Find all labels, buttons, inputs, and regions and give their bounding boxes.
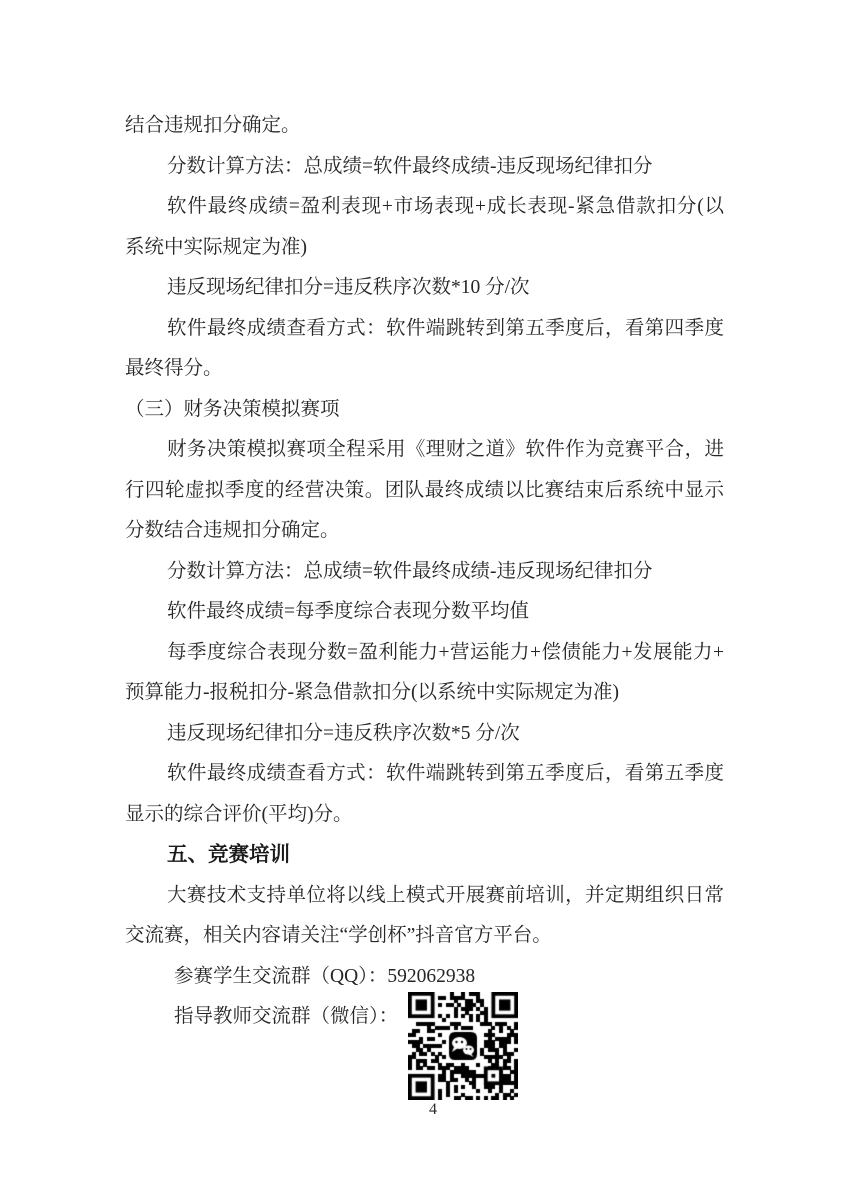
text-line: 软件最终成绩查看方式：软件端跳转到第五季度后，看第四季度 [167, 317, 724, 339]
page-number: 4 [429, 1101, 437, 1118]
text-line: 预算能力-报税扣分-紧急借款扣分(以系统中实际规定为准) [125, 682, 619, 703]
text-line: 交流赛，相关内容请关注“学创杯”抖音官方平台。 [125, 925, 552, 946]
text-line: 软件最终成绩=每季度综合表现分数平均值 [167, 601, 529, 622]
text-line: 结合违规扣分确定。 [125, 115, 301, 136]
text-line: （三）财务决策模拟赛项 [125, 398, 340, 420]
text-line: 软件最终成绩查看方式：软件端跳转到第五季度后，看第五季度 [167, 763, 724, 784]
text-line: 参赛学生交流群（QQ）：592062938 [174, 965, 476, 987]
text-line: 指导教师交流群（微信）： [174, 1006, 399, 1027]
text-line: 行四轮虚拟季度的经营决策。团队最终成绩以比赛结束后系统中显示 [125, 479, 724, 501]
text-line: 财务决策模拟赛项全程采用《理财之道》软件作为竞赛平合，进 [167, 439, 724, 460]
text-line: 分数结合违规扣分确定。 [125, 520, 340, 541]
text-line: 每季度综合表现分数=盈利能力+营运能力+偿债能力+发展能力+ [167, 641, 724, 663]
text-line: 系统中实际规定为准) [125, 236, 307, 258]
text-line: 违反现场纪律扣分=违反秩序次数*10 分/次 [167, 277, 530, 298]
text-line: 最终得分。 [125, 358, 223, 379]
text-line: 违反现场纪律扣分=违反秩序次数*5 分/次 [167, 722, 520, 744]
text-line: 分数计算方法：总成绩=软件最终成绩-违反现场纪律扣分 [167, 155, 653, 177]
section-heading: 五、竞赛培训 [167, 843, 290, 866]
wechat-group-qr-code [408, 992, 518, 1100]
text-line: 分数计算方法：总成绩=软件最终成绩-违反现场纪律扣分 [167, 560, 653, 582]
text-line: 软件最终成绩=盈利表现+市场表现+成长表现-紧急借款扣分(以 [167, 196, 724, 217]
text-line: 显示的综合评价(平均)分。 [125, 803, 353, 825]
document-text-block [125, 106, 724, 1038]
text-line: 大赛技术支持单位将以线上模式开展赛前培训，并定期组织日常 [167, 884, 724, 906]
